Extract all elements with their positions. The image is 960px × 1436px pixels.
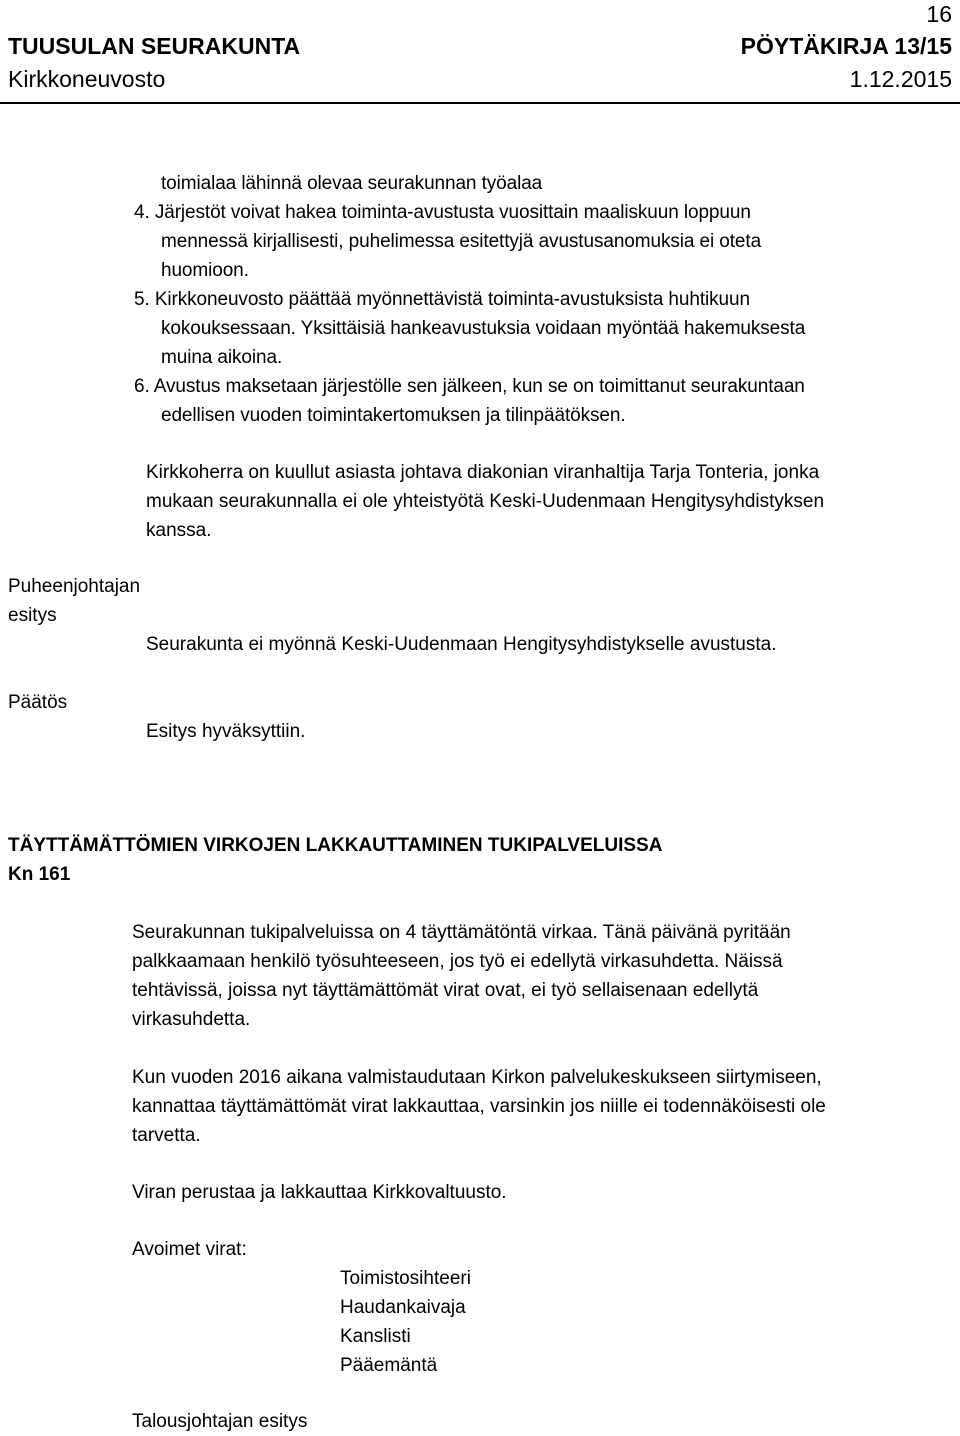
header-divider	[0, 102, 960, 104]
paragraph-line: palkkaamaan henkilö työsuhteeseen, jos työ ei edellytä virkasuhdetta. Näissä	[132, 951, 783, 972]
list-block	[134, 198, 751, 227]
list-block	[134, 372, 805, 401]
list-item: Haudankaivaja	[340, 1297, 466, 1318]
list-item: 6. Avustus maksetaan järjestölle sen jälkeen, kun se on toimittanut seurakuntaan	[134, 376, 805, 397]
meeting-body: Kirkkoneuvosto	[8, 66, 166, 92]
label-line: esitys	[8, 605, 57, 626]
page-number: 16	[926, 1, 952, 27]
list-block	[134, 285, 750, 314]
list-line: edellisen vuoden toimintakertomuksen ja tilinpäätöksen.	[161, 405, 626, 426]
label-line: Puheenjohtajan	[8, 576, 141, 597]
section-number: Kn 161	[8, 864, 71, 885]
paragraph-line: kannattaa täyttämättömät virat lakkauttaa, varsinkin jos niille ei todennäköisesti ole	[132, 1096, 826, 1117]
section-paragraph-2	[132, 1063, 826, 1150]
list-item: Kanslisti	[340, 1326, 411, 1347]
list-line: huomioon.	[161, 260, 249, 281]
proposal-text: Seurakunta ei myönnä Keski-Uudenmaan Hengitysyhdistykselle avustusta.	[146, 634, 777, 655]
list-item: 4. Järjestöt voivat hakea toiminta-avustusta vuosittain maaliskuun loppuun	[134, 202, 751, 223]
list-line: toimialaa lähinnä olevaa seurakunnan työalaa	[161, 173, 543, 194]
meeting-date: 1.12.2015	[849, 66, 952, 92]
vacancies-list	[340, 1264, 471, 1380]
paragraph-line: kanssa.	[146, 520, 212, 541]
decision-label: Päätös	[8, 692, 68, 713]
finance-director-proposal-label: Talousjohtajan esitys	[132, 1411, 308, 1432]
proposal-label	[8, 572, 140, 630]
list-block	[161, 401, 626, 430]
list-line: muina aikoina.	[161, 347, 283, 368]
list-item: 5. Kirkkoneuvosto päättää myönnettävistä toiminta-avustuksista huhtikuun	[134, 289, 750, 310]
section-paragraph-1	[132, 918, 791, 1034]
paragraph-line: Seurakunnan tukipalveluissa on 4 täyttämätöntä virkaa. Tänä päivänä pyritään	[132, 922, 791, 943]
paragraph-line: virkasuhdetta.	[132, 1009, 251, 1030]
list-line: kokouksessaan. Yksittäisiä hankeavustuksia voidaan myöntää hakemuksesta	[161, 318, 806, 339]
paragraph-line: mukaan seurakunnalla ei ole yhteistyötä Keski-Uudenmaan Hengitysyhdistyksen	[146, 491, 825, 512]
vacancies-label: Avoimet virat:	[132, 1239, 247, 1260]
organization-name: TUUSULAN SEURAKUNTA	[8, 33, 301, 59]
decision-text: Esitys hyväksyttiin.	[146, 721, 306, 742]
list-block	[161, 227, 761, 285]
paragraph-line: Kirkkoherra on kuullut asiasta johtava diakonian viranhaltija Tarja Tonteria, jonka	[146, 462, 820, 483]
paragraph-line: tehtävissä, joissa nyt täyttämättömät virat ovat, ei työ sellaisenaan edellytä	[132, 980, 759, 1001]
paragraph-line: tarvetta.	[132, 1125, 201, 1146]
list-item: Toimistosihteeri	[340, 1268, 471, 1289]
list-item: Pääemäntä	[340, 1355, 438, 1376]
section-title: TÄYTTÄMÄTTÖMIEN VIRKOJEN LAKKAUTTAMINEN TUKIPALVELUISSA	[8, 835, 663, 856]
list-block	[161, 169, 542, 198]
section-paragraph-3: Viran perustaa ja lakkauttaa Kirkkovaltuusto.	[132, 1182, 507, 1203]
paragraph-line: Kun vuoden 2016 aikana valmistaudutaan Kirkon palvelukeskukseen siirtymiseen,	[132, 1067, 822, 1088]
list-line: mennessä kirjallisesti, puhelimessa esitettyjä avustusanomuksia ei oteta	[161, 231, 762, 252]
document-title: PÖYTÄKIRJA 13/15	[740, 33, 952, 59]
kirkkoherra-paragraph	[146, 458, 824, 545]
list-block	[161, 314, 805, 372]
